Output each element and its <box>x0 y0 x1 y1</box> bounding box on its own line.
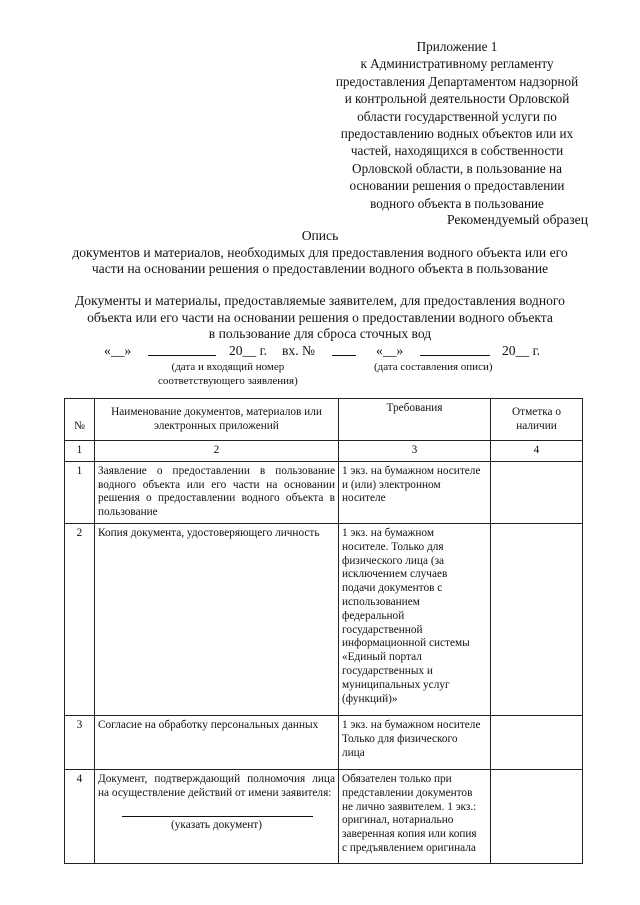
column-number: 4 <box>491 441 583 462</box>
appendix-line: предоставлению водных объектов или их <box>340 126 574 142</box>
appendix-line: Приложение 1 <box>416 39 498 54</box>
row-number: 4 <box>65 769 95 863</box>
row-requirements <box>339 715 491 769</box>
table-header-row <box>65 399 583 441</box>
appendix-line: предоставления Департаментом надзорной <box>335 73 579 89</box>
sample-label: Рекомендуемый образец <box>447 212 588 227</box>
appendix-line: водного объекта в пользование <box>370 195 544 211</box>
row-document-name: Копия документа, удостоверяющего личность <box>95 523 339 715</box>
requirement-line: федеральной <box>342 609 405 622</box>
requirement-line: оригинал, нотариально <box>342 814 454 827</box>
title-line: документов и материалов, необходимых для предоставления водного объекта или его <box>72 244 568 260</box>
row-presence-mark <box>491 523 583 715</box>
requirement-line: физического лица (за <box>342 554 445 567</box>
year-field-right: 20__ г. <box>502 343 541 358</box>
requirement-line: исключением случаев <box>342 568 448 581</box>
requirement-line: информационной системы <box>342 637 470 650</box>
title-line: части на основании решения о предоставлении водного объекта в пользование <box>91 261 549 277</box>
appendix-header <box>326 38 588 212</box>
appendix-line: основании решения о предоставлении <box>349 178 565 194</box>
subtitle-line: объекта или его части на основании решения о предоставлении водного объекта <box>87 309 553 325</box>
column-number: 3 <box>339 441 491 462</box>
appendix-line: частей, находящихся в собственности <box>350 143 564 159</box>
subtitle-line: в пользование для сброса сточных вод <box>208 326 432 342</box>
requirement-line: 1 экз. на бумажном носителе <box>342 464 481 477</box>
requirement-line: заверенная копия или копия <box>342 828 477 841</box>
requirement-line: не лично заявителем. 1 экз.: <box>342 800 477 813</box>
row-number: 2 <box>65 523 95 715</box>
date-row <box>100 343 600 363</box>
row-number: 1 <box>65 461 95 523</box>
subtitle-line: Документы и материалы, предоставляемые заявителем, для предоставления водного <box>75 293 565 308</box>
requirement-line: лица <box>342 746 365 759</box>
row-requirements <box>339 461 491 523</box>
requirement-line: «Единый портал <box>342 651 422 664</box>
row-requirements <box>339 769 491 863</box>
requirement-line: и (или) электронном <box>342 478 441 491</box>
requirement-line: носителе. Только для <box>342 540 444 553</box>
hint-line: соответствующего заявления) <box>158 374 298 387</box>
row-document-name <box>95 769 339 863</box>
row-presence-mark <box>491 461 583 523</box>
hint-incoming <box>158 361 298 388</box>
row-document-hint: (указать документ) <box>171 818 262 831</box>
row-document-name: Согласие на обработку персональных данных <box>95 715 339 769</box>
requirement-line: подачи документов с <box>342 582 443 595</box>
column-number: 1 <box>65 441 95 462</box>
row-presence-mark <box>491 769 583 863</box>
table-row <box>65 523 583 715</box>
header-requirements: Требования <box>339 399 491 441</box>
requirement-line: государственных и <box>342 664 433 677</box>
appendix-line: Орловской области, в пользование на <box>352 160 562 176</box>
column-numbers-row <box>65 441 583 462</box>
requirement-line: государственной <box>342 623 423 636</box>
row-document-name: Заявление о предоставлении в пользование водного объекта или его части на основании решения о предоставлении водного объекта в пользование <box>95 461 339 523</box>
requirement-line: представлении документов <box>342 786 473 799</box>
row-requirements <box>339 523 491 715</box>
column-number: 2 <box>95 441 339 462</box>
appendix-line: и контрольной деятельности Орловской <box>344 91 570 107</box>
documents-table <box>64 398 583 864</box>
year-field-left: 20__ г. <box>229 343 268 358</box>
requirement-line: 1 экз. на бумажном <box>342 526 434 539</box>
date-quote-left: «__» <box>104 343 132 358</box>
table-row <box>65 769 583 863</box>
document-title <box>40 228 600 278</box>
requirement-line: носителе <box>342 492 386 505</box>
requirement-line: с предъявлением оригинала <box>342 841 476 854</box>
row-number: 3 <box>65 715 95 769</box>
title-line: Опись <box>301 228 339 243</box>
hint-compile-date: (дата составления описи) <box>374 361 493 373</box>
requirement-line: муниципальных услуг <box>342 678 450 691</box>
table-row <box>65 461 583 523</box>
hint-line: (дата и входящий номер <box>171 361 285 373</box>
document-subtitle <box>40 293 600 343</box>
fill-in-line <box>122 815 313 817</box>
date-quote-right: «__» <box>376 343 404 358</box>
header-number: № <box>65 399 95 441</box>
requirement-line: использованием <box>342 595 420 608</box>
date-blank-left <box>148 343 216 360</box>
appendix-line: области государственной услуги по <box>357 108 557 124</box>
row-document-name-text: Документ, подтверждающий полномочия лица на осуществление действий от имени заявителя: <box>98 772 335 799</box>
incoming-number-blank <box>332 343 356 360</box>
row-presence-mark <box>491 715 583 769</box>
table-row <box>65 715 583 769</box>
date-blank-right <box>420 343 490 360</box>
requirement-line: 1 экз. на бумажном носителе <box>342 718 481 731</box>
header-name: Наименование документов, материалов или электронных приложений <box>95 399 339 441</box>
requirement-line: Обязателен только при <box>342 772 452 785</box>
incoming-number-label: вх. № <box>282 343 315 358</box>
appendix-line: к Административному регламенту <box>360 56 554 72</box>
requirement-line: (функций)» <box>342 692 398 705</box>
requirement-line: Только для физического <box>342 732 458 745</box>
header-mark: Отметка о наличии <box>491 399 583 441</box>
